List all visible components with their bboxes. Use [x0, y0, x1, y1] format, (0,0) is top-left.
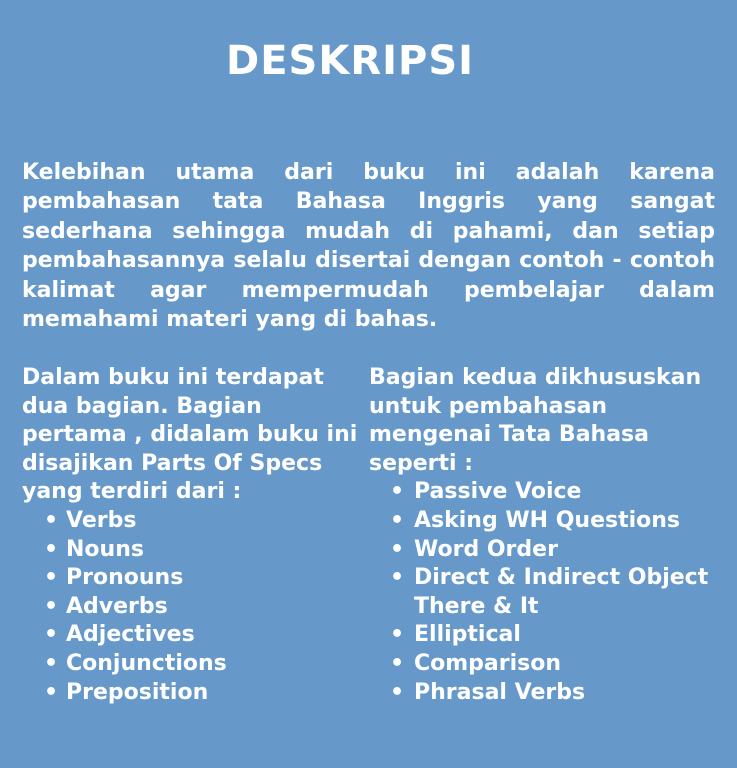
- list-item: • Passive Voice: [369, 478, 734, 507]
- list-item: • Verbs: [22, 507, 362, 536]
- page-title: DESKRIPSI: [225, 38, 475, 84]
- right-intro-line: mengenai Tata Bahasa: [369, 422, 649, 448]
- left-intro-line: Dalam buku ini terdapat: [22, 365, 324, 390]
- bullet-icon: •: [390, 622, 405, 648]
- list-item: • Phrasal Verbs: [369, 679, 734, 708]
- bullet-icon: •: [44, 507, 59, 533]
- list-item: • Word Order: [369, 536, 734, 565]
- grammar-topics-list: [369, 478, 734, 707]
- intro-paragraph: Kelebihan utama dari buku ini adalah karena pembahasan tata Bahasa Inggris yang sangat sederhana sehingga mudah di pahami, dan setiap pembahasannya selalu disertai dengan contoh - contoh kalimat agar mempermudah pembelajar dalam memahami materi yang di bahas.: [22, 160, 715, 333]
- bullet-icon: •: [44, 650, 59, 676]
- list-item: • Comparison: [369, 650, 734, 679]
- bullet-icon: •: [390, 679, 405, 705]
- left-column: [22, 364, 362, 707]
- bullet-icon: •: [44, 565, 59, 591]
- bullet-icon: •: [44, 679, 59, 705]
- left-intro-line: yang terdiri dari :: [22, 479, 242, 505]
- left-intro-line: dua bagian. Bagian: [22, 393, 262, 419]
- bullet-icon: •: [44, 622, 59, 648]
- parts-of-speech-list: [22, 507, 362, 707]
- right-intro-line: seperti :: [369, 450, 474, 476]
- bullet-icon: •: [390, 479, 405, 505]
- bullet-icon: •: [390, 565, 405, 591]
- list-item: • Adjectives: [22, 621, 362, 650]
- list-item: • Conjunctions: [22, 650, 362, 679]
- right-column: [369, 364, 734, 707]
- bullet-icon: •: [44, 536, 59, 562]
- list-item-continuation: There & It: [414, 593, 539, 619]
- list-item: • Pronouns: [22, 564, 362, 593]
- bullet-icon: •: [44, 593, 59, 619]
- bullet-icon: •: [390, 650, 405, 676]
- list-item: • Adverbs: [22, 593, 362, 622]
- list-item: • Nouns: [22, 536, 362, 565]
- left-intro-line: pertama , didalam buku ini: [22, 422, 358, 448]
- left-intro-line: disajikan Parts Of Specs: [22, 450, 323, 476]
- right-intro-line: Bagian kedua dikhususkan: [369, 365, 702, 390]
- list-item: • Preposition: [22, 679, 362, 708]
- bullet-icon: •: [390, 536, 405, 562]
- list-item: • Asking WH Questions: [369, 507, 734, 536]
- bullet-icon: •: [390, 507, 405, 533]
- right-intro-line: untuk pembahasan: [369, 393, 608, 419]
- list-item: • Elliptical: [369, 621, 734, 650]
- list-item: • Direct & Indirect Object: [369, 564, 734, 593]
